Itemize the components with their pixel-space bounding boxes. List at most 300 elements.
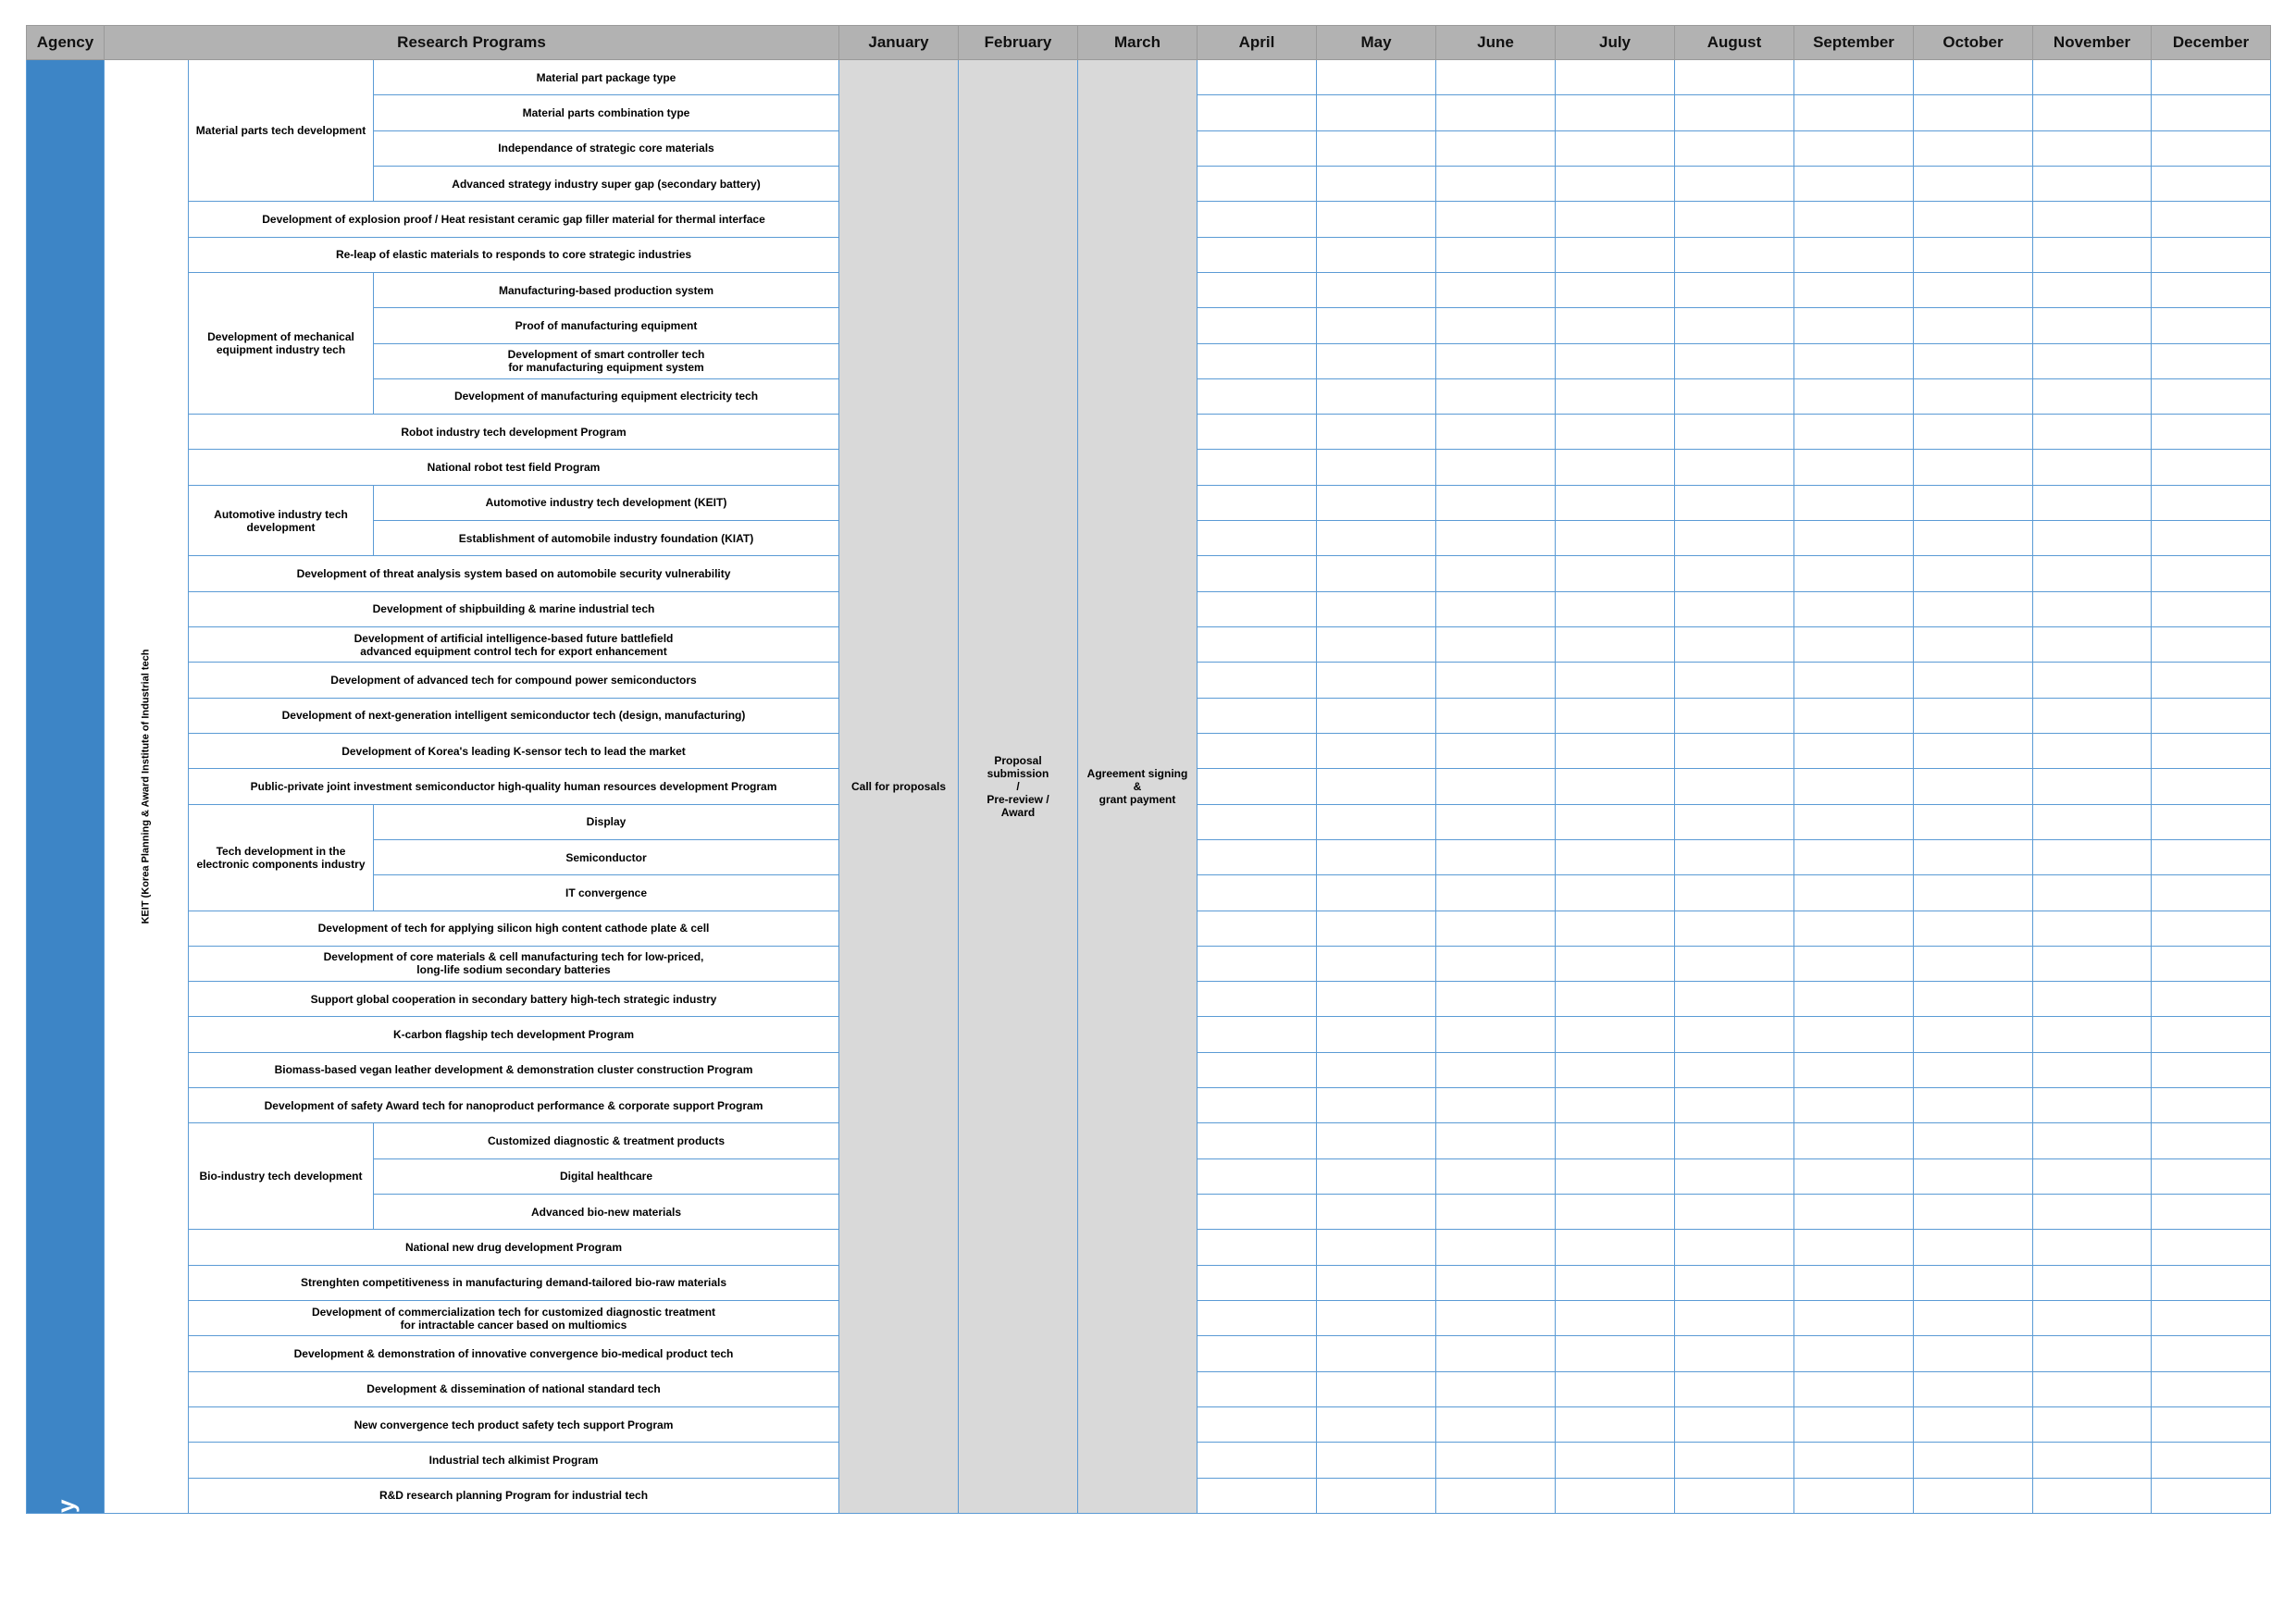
month-cell xyxy=(2033,166,2152,201)
month-cell xyxy=(1794,521,1914,556)
month-cell xyxy=(1198,1195,1317,1230)
month-cell xyxy=(1675,237,1794,272)
month-cell xyxy=(2033,663,2152,698)
month-cell xyxy=(1914,1230,2033,1265)
month-cell xyxy=(1675,378,1794,414)
month-cell xyxy=(1794,272,1914,307)
program-item: Development & dissemination of national standard tech xyxy=(189,1371,839,1406)
header-month: May xyxy=(1317,26,1436,60)
month-cell xyxy=(1436,1336,1556,1371)
month-cell xyxy=(1317,343,1436,378)
month-cell xyxy=(2152,982,2271,1017)
march-phase: Agreement signing & grant payment xyxy=(1078,60,1198,1514)
month-cell xyxy=(1794,1300,1914,1335)
program-sub-item: Advanced strategy industry super gap (secondary battery) xyxy=(374,166,839,201)
month-cell xyxy=(1556,1265,1675,1300)
month-cell xyxy=(1317,698,1436,733)
month-cell xyxy=(2033,1265,2152,1300)
month-cell xyxy=(1914,308,2033,343)
month-cell xyxy=(1556,1017,1675,1052)
month-cell xyxy=(1556,1443,1675,1478)
header-row xyxy=(27,26,2271,60)
month-cell xyxy=(1556,1052,1675,1087)
month-cell xyxy=(1556,839,1675,874)
month-cell xyxy=(2033,1088,2152,1123)
header-research-programs: Research Programs xyxy=(105,26,839,60)
month-cell xyxy=(1675,450,1794,485)
month-cell xyxy=(1317,60,1436,95)
month-cell xyxy=(2033,911,2152,946)
program-item: Robot industry tech development Program xyxy=(189,415,839,450)
program-item: Development of core materials & cell manufacturing tech for low-priced, long-life sodium secondary batteries xyxy=(189,946,839,981)
month-cell xyxy=(1317,1017,1436,1052)
month-cell xyxy=(1675,591,1794,626)
month-cell xyxy=(1914,1017,2033,1052)
month-cell xyxy=(1556,272,1675,307)
month-cell xyxy=(1794,1265,1914,1300)
agency-keit-cell xyxy=(105,60,189,1514)
month-cell xyxy=(1914,485,2033,520)
month-cell xyxy=(2152,521,2271,556)
month-cell xyxy=(1675,1088,1794,1123)
month-cell xyxy=(1556,663,1675,698)
program-schedule-table xyxy=(26,25,2271,1551)
month-cell xyxy=(1794,415,1914,450)
agency-band xyxy=(27,60,105,1551)
month-cell xyxy=(2033,804,2152,839)
month-cell xyxy=(2033,1230,2152,1265)
month-cell xyxy=(1914,378,2033,414)
program-item: Strenghten competitiveness in manufacturing demand-tailored bio-raw materials xyxy=(189,1265,839,1300)
month-cell xyxy=(1914,627,2033,663)
month-cell xyxy=(1556,733,1675,768)
month-cell xyxy=(2152,237,2271,272)
month-cell xyxy=(1198,1123,1317,1158)
month-cell xyxy=(2152,130,2271,166)
month-cell xyxy=(1914,804,2033,839)
month-cell xyxy=(1436,1195,1556,1230)
month-cell xyxy=(1317,415,1436,450)
month-cell xyxy=(1675,1230,1794,1265)
month-cell xyxy=(1794,485,1914,520)
month-cell xyxy=(1436,378,1556,414)
month-cell xyxy=(1794,875,1914,911)
month-cell xyxy=(1794,450,1914,485)
month-cell xyxy=(1198,60,1317,95)
program-sub-item: Establishment of automobile industry foundation (KIAT) xyxy=(374,521,839,556)
month-cell xyxy=(1317,378,1436,414)
month-cell xyxy=(1794,946,1914,981)
month-cell xyxy=(1556,521,1675,556)
month-cell xyxy=(1556,95,1675,130)
month-cell xyxy=(1556,308,1675,343)
month-cell xyxy=(2033,875,2152,911)
month-cell xyxy=(1675,166,1794,201)
month-cell xyxy=(2152,1336,2271,1371)
month-cell xyxy=(1675,698,1794,733)
month-cell xyxy=(1317,202,1436,237)
month-cell xyxy=(1675,1158,1794,1194)
month-cell xyxy=(2033,698,2152,733)
month-cell xyxy=(1436,663,1556,698)
month-cell xyxy=(1317,982,1436,1017)
month-cell xyxy=(1675,60,1794,95)
month-cell xyxy=(1198,733,1317,768)
program-sub-item: Development of smart controller tech for manufacturing equipment system xyxy=(374,343,839,378)
month-cell xyxy=(1675,272,1794,307)
program-sub-item: Automotive industry tech development (KEIT) xyxy=(374,485,839,520)
month-cell xyxy=(1198,1088,1317,1123)
month-cell xyxy=(1436,485,1556,520)
month-cell xyxy=(1914,698,2033,733)
month-cell xyxy=(2152,1088,2271,1123)
month-cell xyxy=(1317,733,1436,768)
month-cell xyxy=(2152,485,2271,520)
program-item: Development of explosion proof / Heat resistant ceramic gap filler material for thermal interface xyxy=(189,202,839,237)
month-cell xyxy=(1436,1265,1556,1300)
month-cell xyxy=(1675,556,1794,591)
month-cell xyxy=(1914,521,2033,556)
month-cell xyxy=(1675,1478,1794,1513)
month-cell xyxy=(1198,769,1317,804)
month-cell xyxy=(2152,1443,2271,1478)
month-cell xyxy=(1436,946,1556,981)
month-cell xyxy=(1436,272,1556,307)
month-cell xyxy=(2152,1195,2271,1230)
header-agency: Agency xyxy=(27,26,105,60)
program-item: K-carbon flagship tech development Program xyxy=(189,1017,839,1052)
month-cell xyxy=(1914,343,2033,378)
month-cell xyxy=(1198,1371,1317,1406)
month-cell xyxy=(1556,415,1675,450)
month-cell xyxy=(1436,95,1556,130)
month-cell xyxy=(1556,1300,1675,1335)
header-month: January xyxy=(839,26,959,60)
month-cell xyxy=(1317,1336,1436,1371)
program-item: Industrial tech alkimist Program xyxy=(189,1443,839,1478)
month-cell xyxy=(1794,166,1914,201)
month-cell xyxy=(1436,982,1556,1017)
month-cell xyxy=(2033,627,2152,663)
month-cell xyxy=(1198,415,1317,450)
month-cell xyxy=(2033,982,2152,1017)
month-cell xyxy=(1794,1336,1914,1371)
program-rows xyxy=(27,60,2271,1551)
month-cell xyxy=(1675,1371,1794,1406)
month-cell xyxy=(1914,1123,2033,1158)
month-cell xyxy=(2033,1336,2152,1371)
month-cell xyxy=(1198,663,1317,698)
program-item: Development & demonstration of innovative convergence bio-medical product tech xyxy=(189,1336,839,1371)
month-cell xyxy=(1794,378,1914,414)
month-cell xyxy=(1914,1158,2033,1194)
month-cell xyxy=(1914,733,2033,768)
month-cell xyxy=(2033,591,2152,626)
month-cell xyxy=(2033,130,2152,166)
month-cell xyxy=(1556,946,1675,981)
month-cell xyxy=(1198,804,1317,839)
month-cell xyxy=(1198,1230,1317,1265)
month-cell xyxy=(1198,556,1317,591)
program-group-label: Material parts tech development xyxy=(189,60,374,202)
month-cell xyxy=(1914,1336,2033,1371)
program-item: Biomass-based vegan leather development & demonstration cluster construction Program xyxy=(189,1052,839,1087)
program-item: New convergence tech product safety tech support Program xyxy=(189,1406,839,1442)
program-sub-item: Independance of strategic core materials xyxy=(374,130,839,166)
month-cell xyxy=(1914,946,2033,981)
month-cell xyxy=(1556,1406,1675,1442)
month-cell xyxy=(1556,378,1675,414)
month-cell xyxy=(1317,627,1436,663)
month-cell xyxy=(2033,1158,2152,1194)
month-cell xyxy=(1317,591,1436,626)
program-sub-item: Semiconductor xyxy=(374,839,839,874)
month-cell xyxy=(1675,1336,1794,1371)
month-cell xyxy=(1914,95,2033,130)
month-cell xyxy=(1675,343,1794,378)
header-month: September xyxy=(1794,26,1914,60)
month-cell xyxy=(1794,60,1914,95)
program-group-label: Tech development in the electronic components industry xyxy=(189,804,374,911)
month-cell xyxy=(1436,875,1556,911)
month-cell xyxy=(1675,1017,1794,1052)
month-cell xyxy=(2152,1265,2271,1300)
month-cell xyxy=(2152,733,2271,768)
month-cell xyxy=(1556,982,1675,1017)
program-group-label: Bio-industry tech development xyxy=(189,1123,374,1230)
month-cell xyxy=(1675,415,1794,450)
month-cell xyxy=(1317,272,1436,307)
month-cell xyxy=(1914,237,2033,272)
program-item: R&D research planning Program for industrial tech xyxy=(189,1478,839,1513)
month-cell xyxy=(2152,343,2271,378)
month-cell xyxy=(1436,1123,1556,1158)
month-cell xyxy=(1198,1336,1317,1371)
month-cell xyxy=(1317,911,1436,946)
header-month: March xyxy=(1078,26,1198,60)
program-item: National robot test field Program xyxy=(189,450,839,485)
month-cell xyxy=(1436,556,1556,591)
program-item: Support global cooperation in secondary battery high-tech strategic industry xyxy=(189,982,839,1017)
month-cell xyxy=(2152,1406,2271,1442)
month-cell xyxy=(1556,343,1675,378)
month-cell xyxy=(1317,308,1436,343)
month-cell xyxy=(2152,272,2271,307)
month-cell xyxy=(1317,1371,1436,1406)
month-cell xyxy=(1675,1443,1794,1478)
month-cell xyxy=(2152,839,2271,874)
month-cell xyxy=(1198,875,1317,911)
month-cell xyxy=(1436,60,1556,95)
header-month: April xyxy=(1198,26,1317,60)
month-cell xyxy=(2033,1123,2152,1158)
month-cell xyxy=(1556,591,1675,626)
month-cell xyxy=(1556,769,1675,804)
month-cell xyxy=(2152,166,2271,201)
month-cell xyxy=(1198,1017,1317,1052)
month-cell xyxy=(1317,1123,1436,1158)
month-cell xyxy=(1794,1443,1914,1478)
month-cell xyxy=(2152,627,2271,663)
month-cell xyxy=(1317,804,1436,839)
month-cell xyxy=(1436,1371,1556,1406)
program-item: National new drug development Program xyxy=(189,1230,839,1265)
month-cell xyxy=(1198,698,1317,733)
month-cell xyxy=(1436,1088,1556,1123)
month-cell xyxy=(2033,1052,2152,1087)
month-cell xyxy=(1675,1406,1794,1442)
month-cell xyxy=(1436,1052,1556,1087)
month-cell xyxy=(2152,663,2271,698)
month-cell xyxy=(2152,1123,2271,1158)
month-cell xyxy=(2152,60,2271,95)
month-cell xyxy=(1198,166,1317,201)
month-cell xyxy=(1556,166,1675,201)
february-phase: Proposal submission / Pre-review / Award xyxy=(959,60,1078,1514)
month-cell xyxy=(2033,95,2152,130)
month-cell xyxy=(1914,166,2033,201)
month-cell xyxy=(1198,591,1317,626)
month-cell xyxy=(1317,1265,1436,1300)
month-cell xyxy=(2152,804,2271,839)
month-cell xyxy=(1794,627,1914,663)
month-cell xyxy=(1198,450,1317,485)
month-cell xyxy=(1556,60,1675,95)
month-cell xyxy=(1198,1158,1317,1194)
program-group-label: Automotive industry tech development xyxy=(189,485,374,556)
program-item: Development of shipbuilding & marine industrial tech xyxy=(189,591,839,626)
month-cell xyxy=(1198,1265,1317,1300)
month-cell xyxy=(1556,1230,1675,1265)
month-cell xyxy=(1198,1052,1317,1087)
month-cell xyxy=(1556,450,1675,485)
month-cell xyxy=(1436,1300,1556,1335)
month-cell xyxy=(1436,308,1556,343)
month-cell xyxy=(1914,202,2033,237)
month-cell xyxy=(2152,95,2271,130)
month-cell xyxy=(2033,272,2152,307)
month-cell xyxy=(1794,663,1914,698)
month-cell xyxy=(1914,911,2033,946)
program-item: Development of safety Award tech for nanoproduct performance & corporate support Program xyxy=(189,1088,839,1123)
month-cell xyxy=(1675,1195,1794,1230)
month-cell xyxy=(2033,202,2152,237)
month-cell xyxy=(1436,769,1556,804)
month-cell xyxy=(1317,839,1436,874)
month-cell xyxy=(1317,1052,1436,1087)
month-cell xyxy=(2152,1371,2271,1406)
month-cell xyxy=(1914,1265,2033,1300)
month-cell xyxy=(1675,1265,1794,1300)
month-cell xyxy=(1198,308,1317,343)
month-cell xyxy=(1436,1017,1556,1052)
header-month: August xyxy=(1675,26,1794,60)
program-sub-item: Material part package type xyxy=(374,60,839,95)
header-month: November xyxy=(2033,26,2152,60)
program-item: Public-private joint investment semiconductor high-quality human resources development Program xyxy=(189,769,839,804)
month-cell xyxy=(1794,308,1914,343)
month-cell xyxy=(2033,1478,2152,1513)
month-cell xyxy=(2033,415,2152,450)
program-item: Re-leap of elastic materials to responds to core strategic industries xyxy=(189,237,839,272)
month-cell xyxy=(2152,556,2271,591)
program-sub-item: Digital healthcare xyxy=(374,1158,839,1194)
month-cell xyxy=(1794,1088,1914,1123)
header-month: July xyxy=(1556,26,1675,60)
program-item: Development of commercialization tech for customized diagnostic treatment for intractable cancer based on multiomics xyxy=(189,1300,839,1335)
month-cell xyxy=(1198,839,1317,874)
month-cell xyxy=(1914,1371,2033,1406)
month-cell xyxy=(1317,237,1436,272)
month-cell xyxy=(1914,1195,2033,1230)
month-cell xyxy=(1794,1371,1914,1406)
month-cell xyxy=(2152,1017,2271,1052)
agency-band-label: ergy xyxy=(51,1499,80,1551)
program-sub-item: IT convergence xyxy=(374,875,839,911)
month-cell xyxy=(1436,839,1556,874)
program-item: Development of Korea's leading K-sensor tech to lead the market xyxy=(189,733,839,768)
month-cell xyxy=(1675,911,1794,946)
month-cell xyxy=(1675,485,1794,520)
month-cell xyxy=(2152,1230,2271,1265)
month-cell xyxy=(1317,875,1436,911)
month-cell xyxy=(1794,237,1914,272)
month-cell xyxy=(1914,591,2033,626)
month-cell xyxy=(2033,343,2152,378)
header-month: October xyxy=(1914,26,2033,60)
month-cell xyxy=(1198,1406,1317,1442)
month-cell xyxy=(1317,1406,1436,1442)
month-cell xyxy=(1198,521,1317,556)
month-cell xyxy=(1556,627,1675,663)
month-cell xyxy=(2033,378,2152,414)
program-item: Development of next-generation intelligent semiconductor tech (design, manufacturing) xyxy=(189,698,839,733)
header-month: February xyxy=(959,26,1078,60)
program-item: Development of advanced tech for compound power semiconductors xyxy=(189,663,839,698)
month-cell xyxy=(1436,804,1556,839)
january-phase: Call for proposals xyxy=(839,60,959,1514)
month-cell xyxy=(1914,1088,2033,1123)
program-sub-item: Manufacturing-based production system xyxy=(374,272,839,307)
month-cell xyxy=(1436,166,1556,201)
month-cell xyxy=(1556,1123,1675,1158)
month-cell xyxy=(1317,1088,1436,1123)
month-cell xyxy=(1794,591,1914,626)
month-cell xyxy=(1317,485,1436,520)
month-cell xyxy=(2033,1195,2152,1230)
month-cell xyxy=(1436,591,1556,626)
month-cell xyxy=(1317,1300,1436,1335)
month-cell xyxy=(1436,202,1556,237)
month-cell xyxy=(1317,663,1436,698)
month-cell xyxy=(1317,95,1436,130)
month-cell xyxy=(1436,415,1556,450)
month-cell xyxy=(1675,875,1794,911)
month-cell xyxy=(1914,415,2033,450)
month-cell xyxy=(1675,1052,1794,1087)
month-cell xyxy=(1198,202,1317,237)
month-cell xyxy=(1914,1052,2033,1087)
month-cell xyxy=(1675,202,1794,237)
month-cell xyxy=(1556,804,1675,839)
month-cell xyxy=(1317,450,1436,485)
month-cell xyxy=(1198,95,1317,130)
month-cell xyxy=(1794,839,1914,874)
month-cell xyxy=(1675,946,1794,981)
month-cell xyxy=(1198,485,1317,520)
header-month: December xyxy=(2152,26,2271,60)
month-cell xyxy=(2033,839,2152,874)
